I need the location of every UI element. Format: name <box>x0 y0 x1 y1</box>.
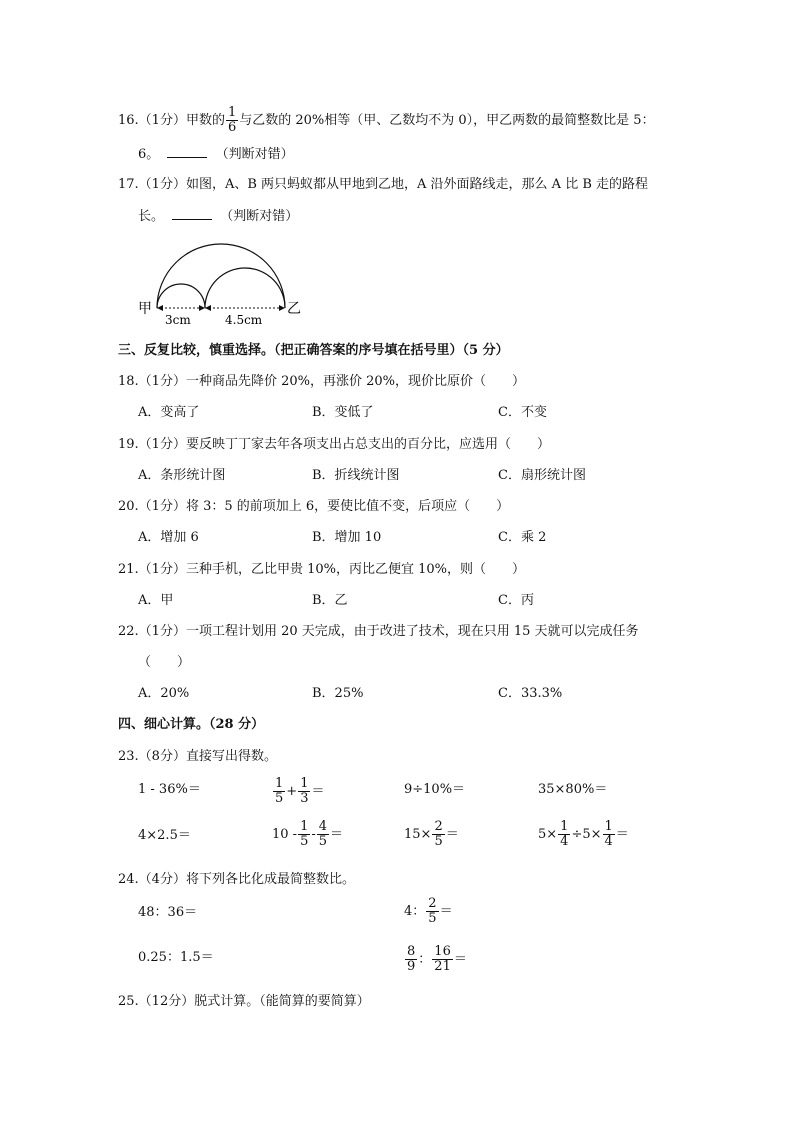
q17-line1: 17.（1分）如图，A、B 两只蚂蚁都从甲地到乙地，A 沿外面路线走，那么 A 比 B 走的路程 <box>118 177 649 192</box>
fraction: $\frac{2}{5}$ <box>428 896 437 926</box>
section-4-heading: 四、细心计算。（28 分） <box>118 717 265 732</box>
q24-expr-1: 48：36＝ <box>138 905 198 920</box>
q23-expr-6: 10 - $\frac{1}{5}$ - $\frac{4}{5}$ ＝ <box>272 819 344 849</box>
q16-text-b: 与乙数的 20%相等（甲、乙数均不为 0），甲乙两数的最简整数比是 5： <box>239 113 655 128</box>
q21-option-b[interactable]: B．乙 <box>312 593 348 608</box>
q18-option-c[interactable]: C．不变 <box>498 405 547 420</box>
q25-stem: 25.（12分）脱式计算。（能简算的要简算） <box>118 994 370 1009</box>
label-4-5cm: 4.5cm <box>225 313 263 327</box>
arrow-icon <box>205 305 211 311</box>
q16-text-c: 6。 <box>138 147 160 162</box>
arrow-icon <box>279 305 285 311</box>
numerator: 1 <box>227 105 237 120</box>
q23-expr-3: 9÷10%＝ <box>404 782 466 797</box>
q20-option-a[interactable]: A．增加 6 <box>138 530 199 545</box>
q23-expr-4: 35×80%＝ <box>538 782 608 797</box>
q17-text-b: （判断对错） <box>220 209 299 224</box>
q22-answer-paren[interactable]: （ ） <box>138 655 191 670</box>
q19-option-c[interactable]: C．扇形统计图 <box>498 468 586 483</box>
section-3-heading: 三、反复比较，慎重选择。（把正确答案的序号填在括号里）（5 分） <box>118 343 509 358</box>
arrow-icon <box>157 305 163 311</box>
q21-option-a[interactable]: A．甲 <box>138 593 174 608</box>
arrow-icon <box>199 305 205 311</box>
fraction: $\frac{1}{4}$ <box>560 819 569 849</box>
fraction: $\frac{2}{5}$ <box>434 819 443 849</box>
q17-semicircle-figure <box>135 228 305 328</box>
q20-stem: 20.（1分）将 3：5 的前项加上 6，要使比值不变，后项应（ ） <box>118 499 510 514</box>
q23-expr-2: $\frac{1}{5}$ + $\frac{1}{3}$ ＝ <box>275 776 325 806</box>
label-3cm: 3cm <box>165 313 191 327</box>
fraction: $\frac{16}{21}$ <box>434 944 451 974</box>
fraction: $\frac{1}{3}$ <box>300 776 309 806</box>
q23-expr-5: 4×2.5＝ <box>138 828 191 843</box>
fraction: $\frac{1}{5}$ <box>275 776 284 806</box>
q19-option-b[interactable]: B．折线统计图 <box>312 468 400 483</box>
fraction: $\frac{1}{4}$ <box>604 819 613 849</box>
q22-option-b[interactable]: B．25% <box>312 686 364 701</box>
q18-option-b[interactable]: B．变低了 <box>312 405 374 420</box>
q23-expr-7: 15× $\frac{2}{5}$ ＝ <box>404 819 459 849</box>
q20-option-b[interactable]: B．增加 10 <box>312 530 382 545</box>
q18-stem: 18.（1分）一种商品先降价 20%，再涨价 20%，现价比原价（ ） <box>118 374 525 389</box>
fraction: $\frac{4}{5}$ <box>318 819 328 849</box>
medium-semicircle <box>205 268 285 308</box>
q16-fraction <box>226 106 238 135</box>
fraction: $\frac{1}{5}$ <box>300 819 309 849</box>
q17-text-a: 长。 <box>138 209 165 224</box>
q22-option-c[interactable]: C．33.3% <box>498 686 563 701</box>
q18-option-a[interactable]: A．变高了 <box>138 405 200 420</box>
q24-expr-4: $\frac{8}{9}$ ： $\frac{16}{21}$ ＝ <box>407 944 467 974</box>
q16-text-d: （判断对错） <box>215 147 294 162</box>
q21-option-c[interactable]: C．丙 <box>498 593 534 608</box>
q16-answer-blank[interactable] <box>167 143 207 158</box>
label-start: 甲 <box>138 301 152 317</box>
q21-stem: 21.（1分）三种手机，乙比甲贵 10%，丙比乙便宜 10%，则（ ） <box>118 562 525 577</box>
q23-expr-1: 1 - 36%＝ <box>138 782 201 797</box>
q24-stem: 24.（4分）将下列各比化成最简整数比。 <box>118 872 355 887</box>
q17-answer-blank[interactable] <box>172 205 212 220</box>
q24-expr-2: 4： $\frac{2}{5}$ ＝ <box>404 896 453 926</box>
label-end: 乙 <box>287 301 301 317</box>
q16-line2 <box>138 143 294 165</box>
q19-option-a[interactable]: A．条形统计图 <box>138 468 226 483</box>
denominator: 6 <box>227 120 237 135</box>
small-semicircle <box>157 284 205 308</box>
q17-line2 <box>138 205 298 227</box>
q23-stem: 23.（8分）直接写出得数。 <box>118 749 277 764</box>
q16-text-a: 16.（1分）甲数的 <box>118 113 225 128</box>
q20-option-c[interactable]: C．乘 2 <box>498 530 547 545</box>
q24-expr-3: 0.25：1.5＝ <box>138 950 214 965</box>
q16-line1 <box>118 106 655 135</box>
fraction: $\frac{8}{9}$ <box>407 944 416 974</box>
q22-stem: 22.（1分）一项工程计划用 20 天完成，由于改进了技术，现在只用 15 天就可以完成任务 <box>118 624 639 639</box>
q19-stem: 19.（1分）要反映丁丁家去年各项支出占总支出的百分比，应选用（ ） <box>118 437 550 452</box>
q23-expr-8: 5× $\frac{1}{4}$ ÷5× $\frac{1}{4}$ ＝ <box>538 819 629 849</box>
q22-option-a[interactable]: A．20% <box>138 686 190 701</box>
